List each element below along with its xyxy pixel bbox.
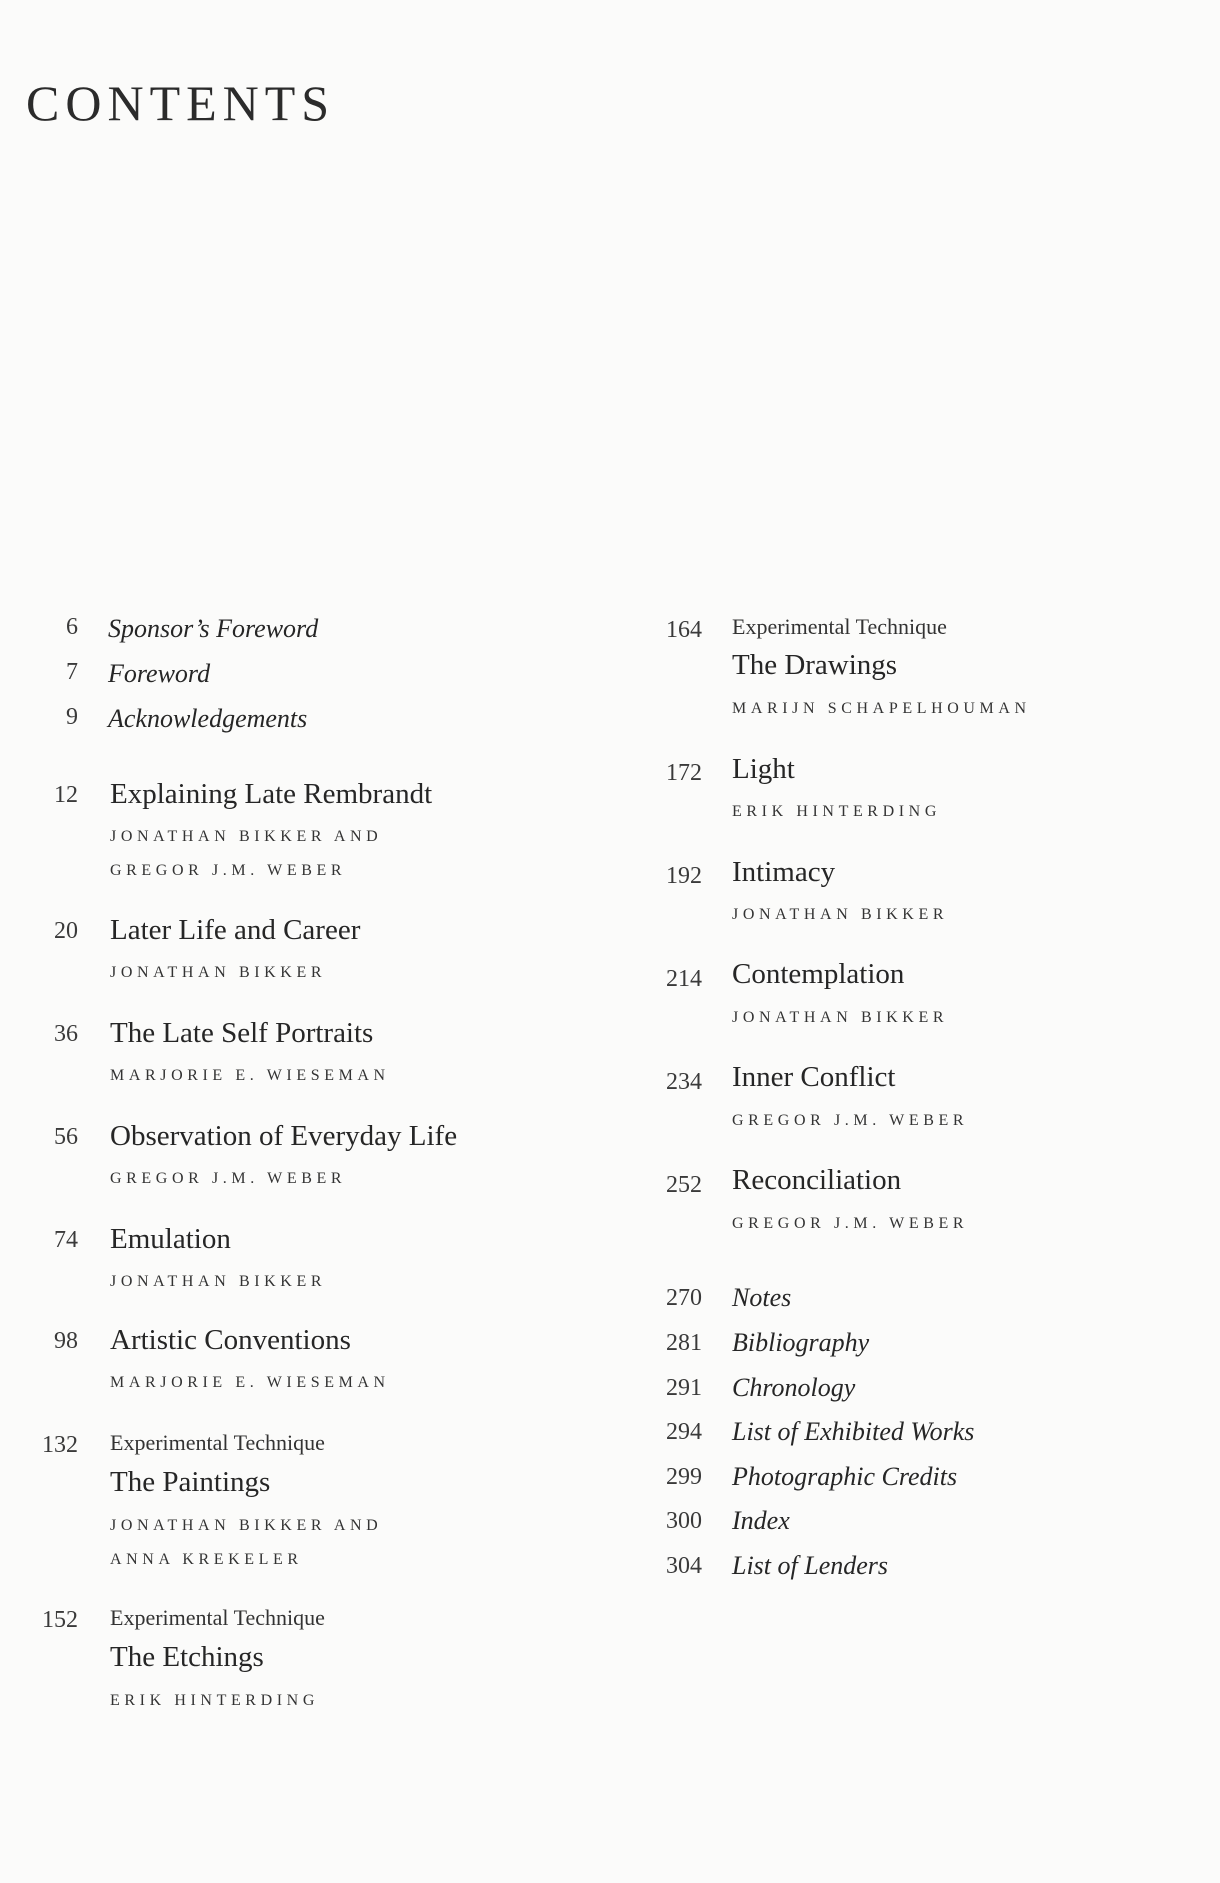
entry-title: Inner Conflict bbox=[732, 1061, 896, 1093]
entry-kicker: Experimental Technique bbox=[732, 614, 947, 639]
entry-title: Light bbox=[732, 753, 795, 785]
entry-author: ERIK HINTERDING bbox=[110, 1692, 319, 1709]
entry-title: Reconciliation bbox=[732, 1164, 902, 1196]
entry-title: Chronology bbox=[732, 1373, 856, 1402]
entry-author: GREGOR J.M. WEBER bbox=[110, 862, 347, 879]
entry-kicker: Experimental Technique bbox=[110, 1430, 325, 1455]
entry-title: The Late Self Portraits bbox=[110, 1017, 374, 1049]
entry-title: Bibliography bbox=[732, 1328, 870, 1357]
page-number: 164 bbox=[666, 617, 702, 643]
entry-author: ANNA KREKELER bbox=[110, 1551, 303, 1568]
page-number: 9 bbox=[66, 704, 78, 730]
entry-title: Contemplation bbox=[732, 958, 905, 990]
entry-author: MARJORIE E. WIESEMAN bbox=[110, 1067, 390, 1084]
entry-title: Notes bbox=[732, 1283, 792, 1312]
entry-title: Sponsor’s Foreword bbox=[108, 614, 319, 643]
page-title: CONTENTS bbox=[26, 75, 336, 131]
page-number: 294 bbox=[666, 1419, 702, 1445]
entry-title: Photographic Credits bbox=[732, 1462, 958, 1491]
page-number: 132 bbox=[42, 1432, 78, 1458]
entry-kicker: Experimental Technique bbox=[110, 1605, 325, 1630]
page-number: 281 bbox=[666, 1330, 702, 1356]
entry-title: The Paintings bbox=[110, 1466, 271, 1498]
entry-title: Index bbox=[732, 1506, 790, 1535]
entry-author: JONATHAN BIKKER AND bbox=[110, 828, 383, 845]
page-number: 299 bbox=[666, 1464, 702, 1490]
entry-author: MARJORIE E. WIESEMAN bbox=[110, 1374, 390, 1391]
page-number: 20 bbox=[54, 918, 78, 944]
page-number: 56 bbox=[54, 1124, 78, 1150]
page-number: 36 bbox=[54, 1021, 78, 1047]
entry-title: Emulation bbox=[110, 1223, 231, 1255]
entry-title: The Etchings bbox=[110, 1641, 264, 1673]
entry-author: JONATHAN BIKKER bbox=[732, 906, 949, 923]
page-number: 98 bbox=[54, 1328, 78, 1354]
entry-author: JONATHAN BIKKER AND bbox=[110, 1517, 383, 1534]
page-number: 7 bbox=[66, 659, 78, 685]
page-number: 234 bbox=[666, 1069, 702, 1095]
entry-title: List of Exhibited Works bbox=[732, 1417, 975, 1446]
entry-author: GREGOR J.M. WEBER bbox=[110, 1170, 347, 1187]
entry-author: ERIK HINTERDING bbox=[732, 803, 941, 820]
page-number: 192 bbox=[666, 863, 702, 889]
page-number: 12 bbox=[54, 782, 78, 808]
entry-author: JONATHAN BIKKER bbox=[732, 1009, 949, 1026]
entry-title: Acknowledgements bbox=[108, 704, 308, 733]
page-number: 172 bbox=[666, 760, 702, 786]
page-number: 291 bbox=[666, 1375, 702, 1401]
entry-author: JONATHAN BIKKER bbox=[110, 1273, 327, 1290]
entry-title: Intimacy bbox=[732, 856, 836, 888]
entry-title: Artistic Conventions bbox=[110, 1324, 351, 1356]
entry-title: Later Life and Career bbox=[110, 914, 361, 946]
page-number: 270 bbox=[666, 1285, 702, 1311]
page-number: 6 bbox=[66, 614, 78, 640]
page-number: 252 bbox=[666, 1172, 702, 1198]
entry-author: GREGOR J.M. WEBER bbox=[732, 1215, 969, 1232]
page-number: 152 bbox=[42, 1607, 78, 1633]
entry-title: Explaining Late Rembrandt bbox=[110, 778, 433, 810]
page-number: 300 bbox=[666, 1508, 702, 1534]
entry-title: List of Lenders bbox=[732, 1551, 889, 1580]
entry-author: JONATHAN BIKKER bbox=[110, 964, 327, 981]
entry-title: Observation of Everyday Life bbox=[110, 1120, 458, 1152]
page-number: 74 bbox=[54, 1227, 78, 1253]
entry-author: MARIJN SCHAPELHOUMAN bbox=[732, 700, 1031, 717]
page-number: 214 bbox=[666, 966, 702, 992]
entry-author: GREGOR J.M. WEBER bbox=[732, 1112, 969, 1129]
entry-title: Foreword bbox=[108, 659, 211, 688]
entry-title: The Drawings bbox=[732, 649, 898, 681]
page-number: 304 bbox=[666, 1553, 702, 1579]
